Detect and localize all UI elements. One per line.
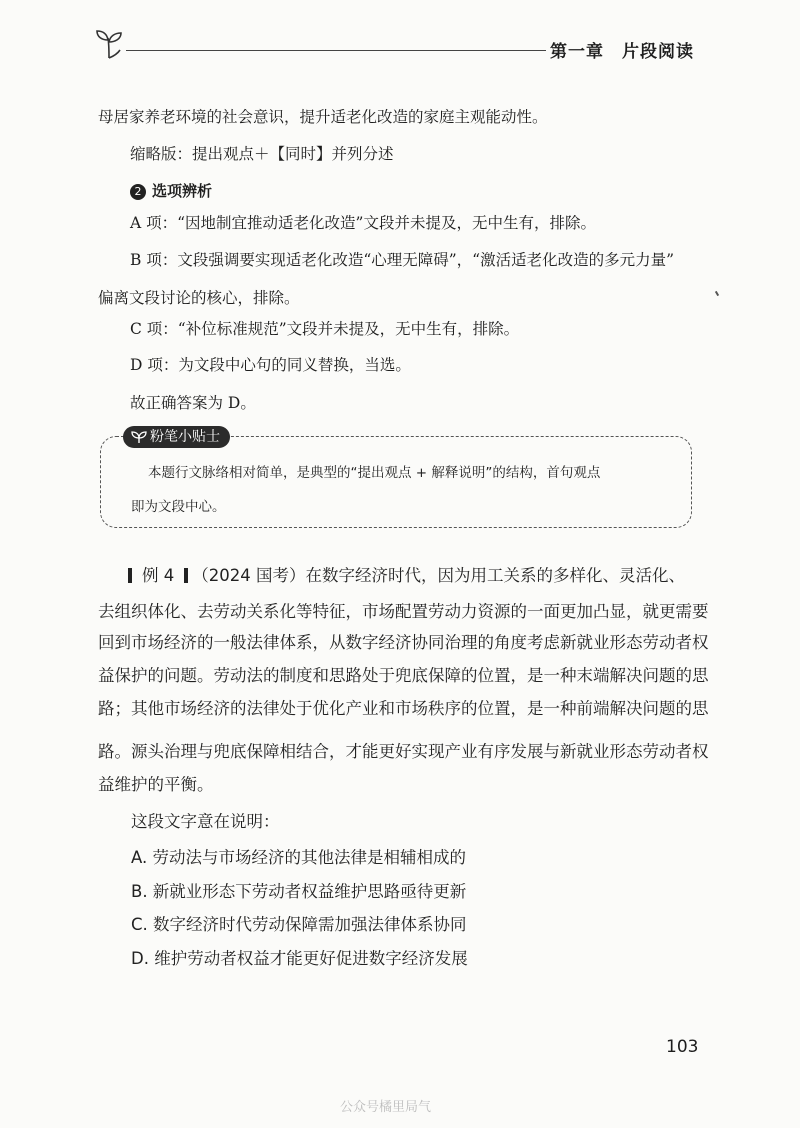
sprout-icon (94, 26, 124, 60)
choice-a: A. 劳动法与市场经济的其他法律是相辅相成的 (131, 848, 466, 867)
example-first-line (128, 562, 685, 586)
watermark: 公众号橘里局气 (340, 1100, 432, 1115)
example-text-line4: 益保护的问题。劳动法的制度和思路处于兜底保障的位置，是一种末端解决问题的思 (98, 666, 709, 685)
number-badge: 2 (130, 184, 146, 200)
scan-speck (715, 291, 719, 296)
example-text-line6: 路。源头治理与兜底保障相结合，才能更好实现产业有序发展与新就业形态劳动者权 (98, 742, 709, 761)
option-b-analysis-line2: 偏离文段讨论的核心，排除。 (98, 289, 300, 307)
tip-text-line1: 本题行文脉络相对简单，是典型的“提出观点 + 解释说明”的结构，首句观点 (148, 465, 601, 481)
example-source: （2024 国考） (192, 566, 306, 585)
analysis-heading (130, 180, 212, 202)
question-stem: 这段文字意在说明： (131, 812, 280, 831)
example-text-line7: 益维护的平衡。 (98, 775, 214, 794)
page-number: 103 (666, 1037, 699, 1057)
example-text-line3: 回到市场经济的一般法律体系，从数字经济协同治理的角度考虑新就业形态劳动者权 (98, 633, 709, 652)
example-number: 例 4 (142, 566, 175, 585)
example-text-line5: 路；其他市场经济的法律处于优化产业和市场秩序的位置，是一种前端解决问题的思 (98, 699, 709, 718)
abridged-version: 缩略版：提出观点＋【同时】并列分述 (130, 145, 394, 163)
choice-c: C. 数字经济时代劳动保障需加强法律体系协同 (131, 915, 467, 934)
example-text-line2: 去组织体化、去劳动关系化等特征，市场配置劳动力资源的一面更加凸显，就更需要 (98, 602, 709, 621)
choice-d: D. 维护劳动者权益才能更好促进数字经济发展 (131, 949, 468, 968)
option-c-analysis: C 项：“补位标准规范”文段并未提及，无中生有，排除。 (130, 320, 520, 338)
choice-b: B. 新就业形态下劳动者权益维护思路亟待更新 (131, 882, 467, 901)
example-text-line1: 在数字经济时代，因为用工关系的多样化、灵活化、 (305, 566, 685, 585)
tip-text-line2: 即为文段中心。 (131, 499, 226, 515)
analysis-heading-text: 选项辨析 (152, 182, 213, 200)
example-bar-left (128, 568, 132, 583)
option-b-analysis-line1: B 项：文段强调要实现适老化改造“心理无障碍”，“激活适老化改造的多元力量” (130, 251, 675, 269)
option-d-analysis: D 项：为文段中心句的同义替换，当选。 (130, 356, 411, 374)
tip-label-text: 粉笔小贴士 (150, 429, 220, 445)
option-a-analysis: A 项：“因地制宜推动适老化改造”文段并未提及，无中生有，排除。 (130, 214, 596, 232)
header-rule (126, 50, 546, 51)
section-label: 片段阅读 (622, 42, 694, 62)
continued-paragraph: 母居家养老环境的社会意识，提升适老化改造的家庭主观能动性。 (98, 108, 548, 126)
example-bar-right (184, 568, 188, 583)
tip-label (123, 426, 230, 448)
chapter-title (550, 37, 694, 62)
sprout-icon (131, 430, 147, 444)
chapter-label: 第一章 (550, 42, 604, 62)
answer-conclusion: 故正确答案为 D。 (130, 394, 256, 412)
